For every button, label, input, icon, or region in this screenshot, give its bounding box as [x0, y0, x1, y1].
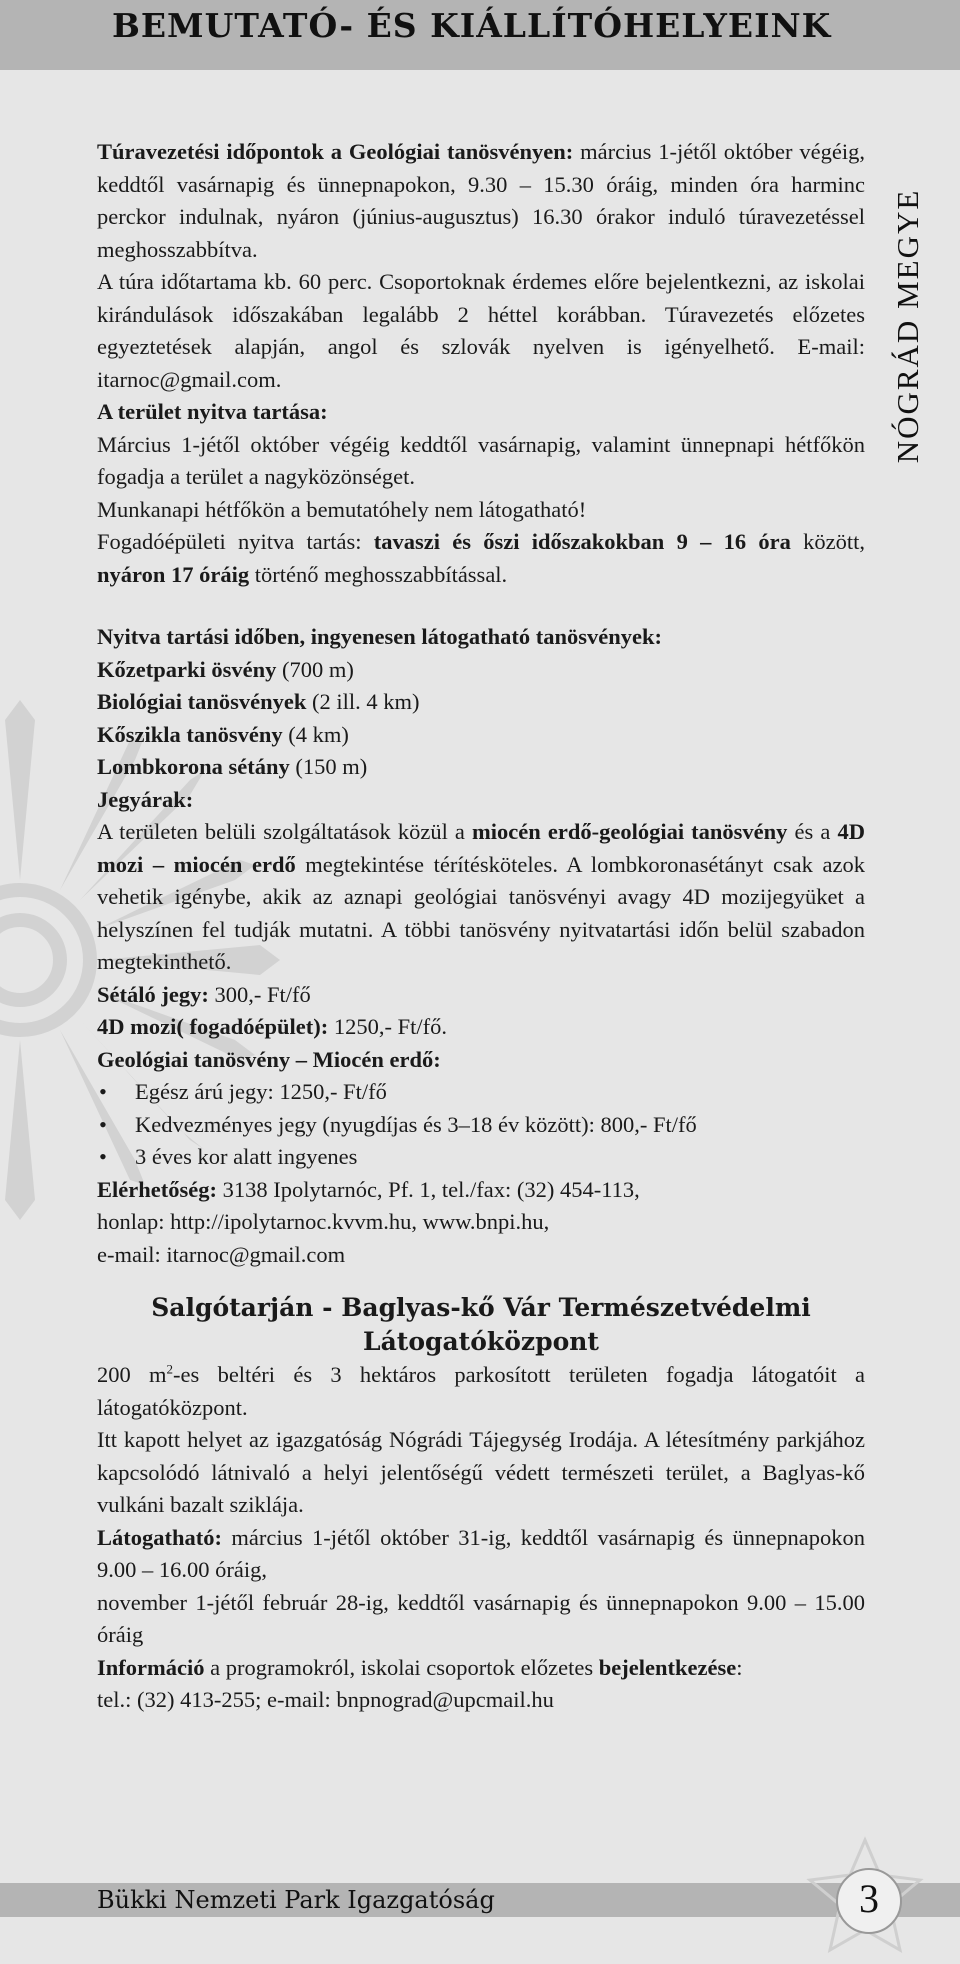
- trail-item: [97, 654, 865, 687]
- trail-item: [97, 719, 865, 752]
- info-text: a programokról, iskolai csoportok előzetes: [204, 1654, 599, 1680]
- visit-summer-hours: március 1-jétől október 31-ig, keddtől vasárnapig és ünnepnapokon 9.00 – 16.00 óráig,: [97, 1524, 865, 1582]
- trail-length: (2 ill. 4 km): [306, 689, 420, 714]
- trail-name: Biológiai tanösvények: [97, 689, 307, 714]
- tour-times-text: március 1-jétől október végéig, keddtől vasárnapig és ünnepnapokon, 9.30 – 15.30 óráig, minden óra harminc perckor indulnak, nyáron (június-augusztus) 16.30 órakor induló túravezetéssel meghosszabbítva.: [97, 139, 865, 262]
- reception-label: Fogadóépületi nyitva tartás:: [97, 529, 374, 554]
- visitor-center-winter: november 1-jétől február 28-ig, keddtől vasárnapig és ünnepnapokon 9.00 – 15.00 óráig: [97, 1589, 865, 1647]
- contact-line: [97, 1174, 865, 1207]
- area-text: -es beltéri és 3 hektáros parkosított területen fogadja látogatóit a látogatóközpont.: [97, 1362, 865, 1420]
- section-gap: [97, 591, 865, 621]
- prices-4d-cinema: 4D mozi – miocén erdő: [97, 819, 865, 877]
- prices-heading: [97, 784, 865, 817]
- walk-ticket: [97, 979, 865, 1012]
- contact-website: honlap: http://ipolytarnoc.kvvm.hu, www.bnpi.hu,: [97, 1209, 550, 1234]
- prices-text-e: megtekintése térítésköteles. A lombkoronasétányt csak azok vehetik igénybe, akik az aznapi geológiai tanösvényi avagy 4D mozijegyüket a helyszínen fel tudják mutatni. A többi tanösvény nyitvatartási időn belül szabadon megtekinthető.: [97, 851, 865, 974]
- cinema-ticket-label: 4D mozi( fogadóépület):: [97, 1014, 329, 1039]
- trail-name: Kőzetparki ösvény: [97, 656, 277, 682]
- prices-text-c: és a: [787, 819, 838, 844]
- trail-length: (4 km): [282, 721, 349, 747]
- free-trails-heading: [97, 621, 865, 654]
- reception-spring-autumn: tavaszi és őszi időszakokban 9 – 16 óra: [373, 529, 791, 554]
- info-registration: bejelentkezése: [598, 1654, 737, 1680]
- opening-heading: [97, 396, 865, 429]
- cinema-ticket: [97, 1011, 865, 1044]
- page-header: [0, 0, 960, 70]
- trail-item: [97, 686, 865, 719]
- area-superscript: 2: [166, 1361, 174, 1377]
- tour-duration-paragraph: A túra időtartama kb. 60 perc. Csoportoknak érdemes előre bejelentkezni, az iskolai kirándulások időszakában legalább 2 héttel korábban. Túravezetés előzetes egyeztetések alapján, angol és szlovák nyelven is igényelhető. E-mail: itarnoc@gmail.com.: [97, 269, 865, 392]
- cinema-ticket-price: 1250,- Ft/fő.: [328, 1014, 447, 1039]
- trail-item: [97, 751, 865, 784]
- main-content: [97, 136, 865, 1717]
- prices-text-a: A területen belüli szolgáltatások közül a: [97, 819, 473, 844]
- county-side-label: [890, 168, 925, 478]
- visitor-center-office: Itt kapott helyet az igazgatóság Nógrádi Tájegység Irodája. A létesítmény parkjához kapcsolódó látnivaló a helyi jelentőségű védett természeti terület, a Baglyas-kő vulkáni bazalt sziklája.: [97, 1427, 865, 1517]
- prices-paragraph: [97, 816, 865, 979]
- info-colon: :: [736, 1654, 743, 1680]
- prices-heading-text: Jegyárak:: [97, 786, 194, 812]
- contact-label: Elérhetőség:: [97, 1176, 217, 1202]
- price-bullet: • Egész árú jegy: 1250,- Ft/fő: [97, 1076, 865, 1109]
- visitor-center-open: [97, 1522, 865, 1587]
- contact-email: e-mail: itarnoc@gmail.com: [97, 1241, 346, 1267]
- price-bullet: • Kedvezményes jegy (nyugdíjas és 3–18 év között): 800,- Ft/fő: [97, 1109, 865, 1142]
- page-number-badge: [836, 1868, 902, 1934]
- tour-times-paragraph: [97, 136, 865, 266]
- footer-organization: Bükki Nemzeti Park Igazgatóság: [97, 1886, 495, 1914]
- trail-name: Lombkorona sétány: [97, 754, 290, 779]
- contact-address: 3138 Ipolytarnóc, Pf. 1, tel./fax: (32) 454-113,: [216, 1176, 640, 1202]
- visit-label: Látogatható:: [97, 1524, 222, 1550]
- walk-ticket-price: 300,- Ft/fő: [208, 981, 311, 1007]
- info-label: Információ: [97, 1654, 205, 1680]
- monday-note: Munkanapi hétfőkön a bemutatóhely nem látogatható!: [97, 496, 587, 522]
- page-title: BEMUTATÓ- ÉS KIÁLLÍTÓHELYEINK: [112, 6, 832, 45]
- visitor-center-title: Salgótarján - Baglyas-kő Vár Természetvédelmi Látogatóközpont: [151, 1293, 811, 1356]
- geo-trail-heading: [97, 1044, 865, 1077]
- reception-between: között,: [790, 529, 865, 554]
- county-label-text: NÓGRÁD MEGYE: [890, 188, 925, 464]
- visitor-center-area: [97, 1359, 865, 1424]
- area-value: 200 m: [97, 1362, 167, 1387]
- reception-extension: történő meghosszabbítással.: [249, 561, 508, 587]
- prices-geo-trail: miocén erdő-geológiai tanösvény: [472, 819, 788, 844]
- price-bullet: • 3 éves kor alatt ingyenes: [97, 1141, 865, 1174]
- reception-hours: [97, 526, 865, 591]
- trail-length: (700 m): [276, 656, 354, 682]
- free-trails-heading-text: Nyitva tartási időben, ingyenesen látogatható tanösvények:: [97, 624, 663, 649]
- geo-trail-heading-text: Geológiai tanösvény – Miocén erdő:: [97, 1046, 441, 1072]
- walk-ticket-label: Sétáló jegy:: [97, 981, 209, 1007]
- tour-times-heading: Túravezetési időpontok a Geológiai tanösvényen:: [97, 139, 574, 164]
- opening-heading-text: A terület nyitva tartása:: [97, 399, 328, 424]
- visitor-center-info: [97, 1652, 865, 1685]
- opening-text: Március 1-jétől október végéig keddtől vasárnapig, valamint ünnepnapi hétfőkön fogadja a terület a nagyközönséget.: [97, 431, 865, 489]
- trail-length: (150 m): [289, 754, 368, 779]
- reception-summer: nyáron 17 óráig: [97, 561, 250, 587]
- visitor-center-phone: tel.: (32) 413-255; e-mail: bnpnograd@upcmail.hu: [97, 1687, 554, 1712]
- trail-name: Kőszikla tanösvény: [97, 721, 283, 747]
- page-number: 3: [859, 1876, 879, 1921]
